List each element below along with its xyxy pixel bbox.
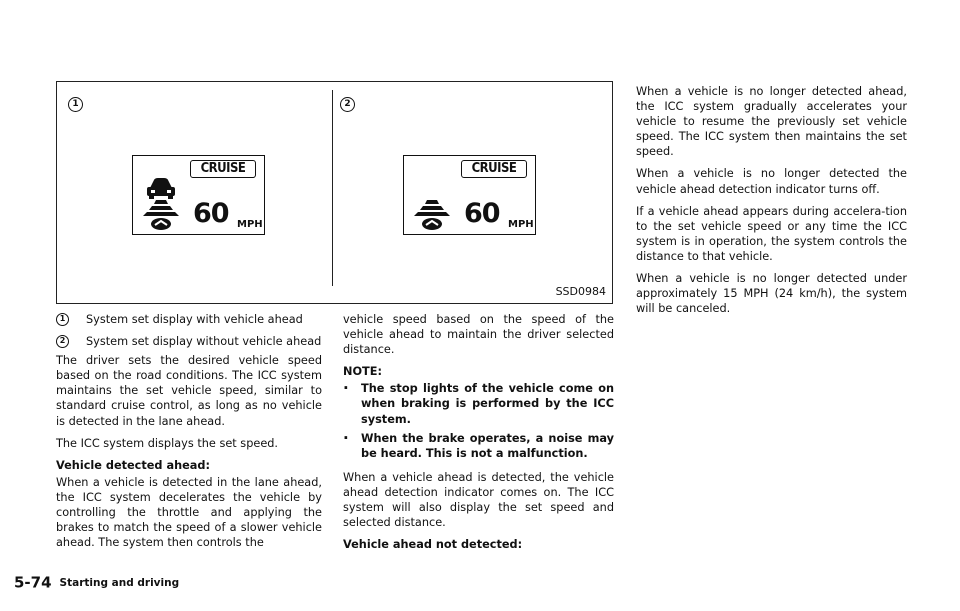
- note-bullet: . The stop lights of the vehicle come on when braking is performed by the ICC system.: [343, 375, 614, 426]
- paragraph: The driver sets the desired vehicle speed based on the road conditions. The ICC system maintains the set vehicle speed, similar to standard cruise control, as long as no vehicle is detected in the lane ahead.: [56, 354, 322, 428]
- paragraph: When a vehicle ahead is detected, the vehicle ahead detection indicator comes on. The ICC system will also display the set speed and selected distance.: [343, 470, 614, 530]
- note-label: NOTE:: [343, 365, 382, 379]
- heading-vehicle-not-detected: Vehicle ahead not detected:: [343, 538, 523, 552]
- column-3: [636, 84, 907, 323]
- heading-vehicle-detected: Vehicle detected ahead:: [56, 458, 211, 472]
- speed-unit: MPH: [508, 219, 534, 230]
- paragraph: When a vehicle is no longer detected ahead, the ICC system gradually accelerates your vehicle to resume the previously set vehicle speed. The ICC system then maintains the set speed.: [636, 85, 907, 159]
- paragraph: When a vehicle is no longer detected under approximately 15 MPH (24 km/h), the system will be canceled.: [636, 272, 907, 316]
- paragraph: vehicle speed based on the speed of the vehicle ahead to maintain the driver selected distance.: [343, 313, 614, 357]
- paragraph: The ICC system displays the set speed.: [56, 436, 279, 450]
- caption-2-number: 2: [56, 335, 69, 348]
- caption-2: [56, 334, 322, 349]
- distance-bars-icon: [412, 200, 452, 234]
- column-2: [343, 312, 614, 559]
- note-bullet-text: When the brake operates, a noise may be heard. This is not a malfunction.: [361, 431, 614, 460]
- caption-1-number: 1: [56, 313, 69, 326]
- caption-1-text: System set display with vehicle ahead: [86, 313, 303, 326]
- paragraph: When a vehicle is detected in the lane ahead, the ICC system decelerates the vehicle by controlling the throttle and applying the brakes to match the speed of a slower vehicle ahead. The system then controls the: [56, 475, 322, 550]
- page-footer: [14, 572, 179, 592]
- paragraph: If a vehicle ahead appears during accelera-tion to the set vehicle speed or any time the ICC system is in operation, the system controls the distance to that vehicle.: [636, 204, 907, 263]
- column-1: [56, 312, 322, 557]
- distance-bars-icon: [141, 200, 181, 234]
- display-with-vehicle: [132, 155, 265, 235]
- figure-label-1: 1: [68, 97, 83, 112]
- note-bullet: . When the brake operates, a noise may be heard. This is not a malfunction.: [343, 424, 614, 460]
- caption-1: [56, 312, 322, 327]
- section-title: Starting and driving: [59, 576, 180, 589]
- cruise-badge: CRUISE: [190, 160, 256, 178]
- figure-divider: [332, 90, 333, 286]
- figure-code: SSD0984: [555, 285, 606, 298]
- caption-2-text: System set display without vehicle ahead: [86, 335, 322, 349]
- figure-label-2: 2: [340, 97, 355, 112]
- display-without-vehicle: [403, 155, 536, 235]
- icc-display-figure: [56, 81, 613, 304]
- page-number: 5-74: [14, 573, 52, 592]
- speed-unit: MPH: [237, 219, 263, 230]
- cruise-badge: CRUISE: [461, 160, 527, 178]
- set-speed-value: 60: [464, 198, 500, 229]
- paragraph: When a vehicle is no longer detected the vehicle ahead detection indicator turns off.: [636, 167, 907, 196]
- set-speed-value: 60: [193, 198, 229, 229]
- note-bullet-text: The stop lights of the vehicle come on when braking is performed by the ICC system.: [361, 382, 614, 426]
